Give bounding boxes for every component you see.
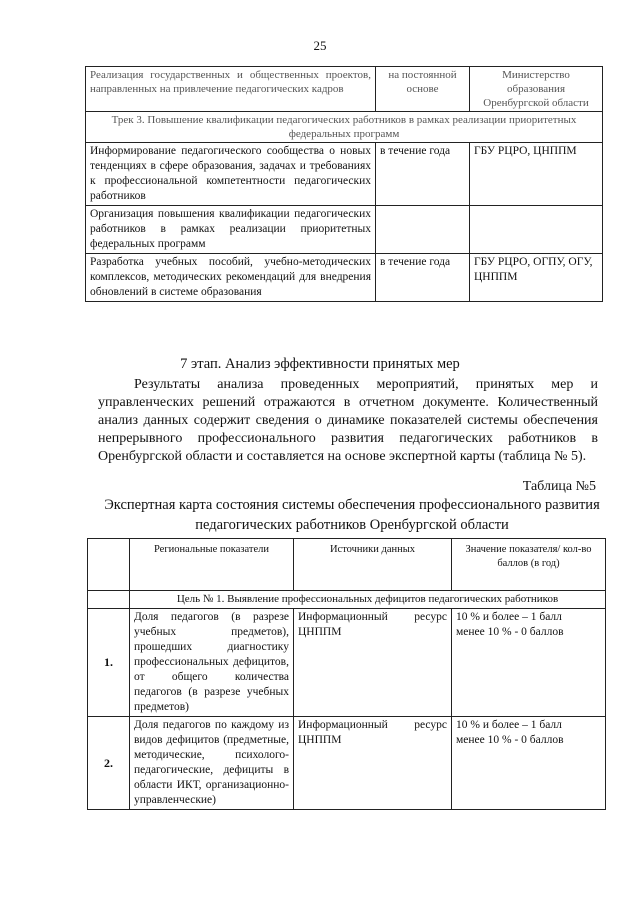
term-cell: [376, 206, 470, 254]
header-row: [88, 539, 606, 591]
activity-cell: Информирование педагогического сообщества о новых тенденциях в сфере образования, задачах и требованиях к профессиональной компетентности педагогических работников: [86, 143, 376, 206]
table-row: [86, 206, 603, 254]
table-label: Таблица №5: [522, 479, 596, 494]
indicator-cell: Доля педагогов по каждому из видов дефицитов (предметные, методические, психолого-педагогические, дефициты в области ИКТ, организационно-управленческие): [130, 717, 294, 810]
goal-heading: Цель № 1. Выявление профессиональных дефицитов педагогических работников: [130, 591, 606, 609]
activity-cell: Организация повышения квалификации педагогических работников в рамках реализации приоритетных федеральных программ: [86, 206, 376, 254]
term-cell: в течение года: [376, 254, 470, 302]
goal-row: [88, 591, 606, 609]
row-number: 2.: [88, 717, 130, 810]
term-cell: на постоянной основе: [376, 67, 470, 112]
expert-map-table: [87, 538, 606, 810]
indicator-cell: Доля педагогов (в разрезе учебных предметов), прошедших диагностику профессиональных дефицитов, от общего количества педагогов (в разрезе учебных предметов): [130, 609, 294, 717]
body-paragraph: Результаты анализа проведенных мероприятий, принятых мер и управленческих решений отражаются в отчетном документе. Количественный анализ данных содержит сведения о динамике показателей системы обеспечения непрерывного профессионального развития педагогических работников в Оренбургской области и составляется на основе экспертной карты (таблица № 5).: [98, 377, 598, 464]
source-cell: Информационный ресурс ЦНППМ: [294, 717, 452, 810]
value-line-2: менее 10 % - 0 баллов: [456, 734, 564, 746]
table-row: [86, 143, 603, 206]
track-row: [86, 112, 603, 143]
responsible-cell: ГБУ РЦРО, ЦНППМ: [470, 143, 603, 206]
value-line-1: 10 % и более – 1 балл: [456, 719, 562, 731]
value-cell: [452, 717, 606, 810]
activity-cell: Реализация государственных и общественных проектов, направленных на привлечение педагогических кадров: [86, 67, 376, 112]
table-row: [86, 254, 603, 302]
column-header-values: Значение показателя/ кол-во баллов (в год): [452, 539, 606, 591]
source-cell: Информационный ресурс ЦНППМ: [294, 609, 452, 717]
track-heading: Трек 3. Повышение квалификации педагогических работников в рамках реализации приоритетных федеральных программ: [86, 112, 603, 143]
column-header-indicators: Региональные показатели: [130, 539, 294, 591]
value-line-2: менее 10 % - 0 баллов: [456, 626, 564, 638]
table-row: [86, 67, 603, 112]
goal-number-cell: [88, 591, 130, 609]
number-header: [88, 539, 130, 591]
row-number: 1.: [88, 609, 130, 717]
table-row: [88, 609, 606, 717]
responsible-cell: ГБУ РЦРО, ОГПУ, ОГУ, ЦНППМ: [470, 254, 603, 302]
responsible-cell: [470, 206, 603, 254]
column-header-sources: Источники данных: [294, 539, 452, 591]
term-cell: в течение года: [376, 143, 470, 206]
responsible-cell: Министерство образования Оренбургской области: [470, 67, 603, 112]
activity-cell: Разработка учебных пособий, учебно-методических комплексов, методических рекомендаций для внедрения обновлений в системе образования: [86, 254, 376, 302]
value-line-1: 10 % и более – 1 балл: [456, 611, 562, 623]
stage-title: 7 этап. Анализ эффективности принятых мер: [180, 356, 460, 372]
table-row: [88, 717, 606, 810]
value-cell: [452, 609, 606, 717]
events-table: [85, 66, 603, 302]
page-number: 25: [313, 38, 327, 53]
table-caption: Экспертная карта состояния системы обеспечения профессионального развития педагогических работников Оренбургской области: [104, 497, 600, 533]
